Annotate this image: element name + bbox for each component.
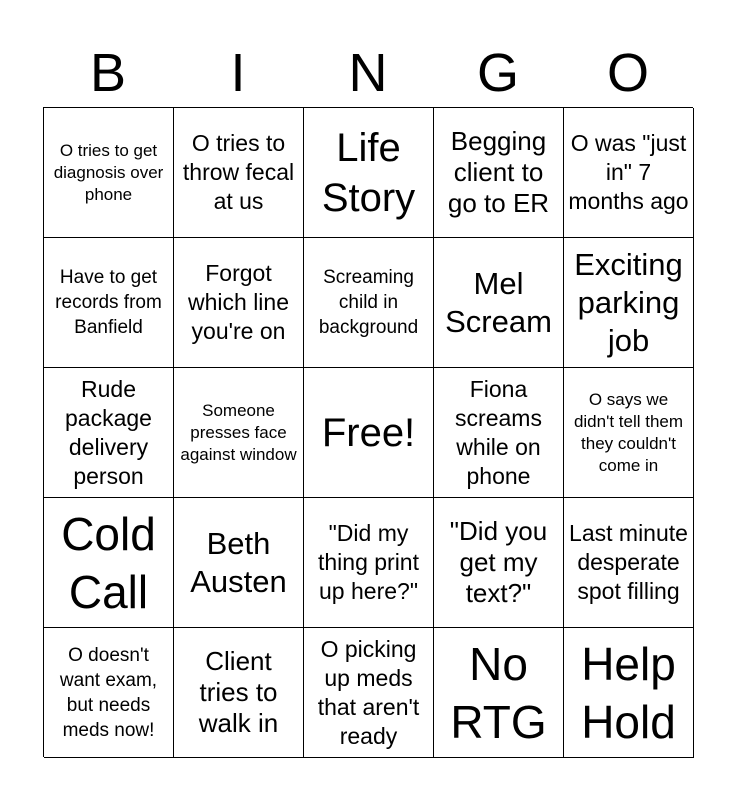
- header-letter-n: N: [348, 43, 388, 103]
- header-letter-i: I: [230, 43, 246, 103]
- bingo-cell-text: O picking up meds that aren't ready: [317, 635, 420, 749]
- header-letter-g: G: [476, 43, 519, 103]
- bingo-cell-text: Fiona screams while on phone: [455, 375, 542, 489]
- bingo-cell-text: Life Story: [321, 125, 416, 220]
- bingo-cell[interactable]: [564, 628, 694, 758]
- bingo-cell[interactable]: [304, 628, 434, 758]
- bingo-cell[interactable]: [434, 368, 564, 498]
- bingo-cell[interactable]: [174, 108, 304, 238]
- bingo-cell[interactable]: [174, 628, 304, 758]
- bingo-cell[interactable]: [304, 368, 434, 498]
- bingo-cell-text: O tries to get diagnosis over phone: [53, 140, 164, 204]
- header-letter-b: B: [89, 43, 127, 103]
- bingo-cell-text: Cold Call: [61, 507, 156, 618]
- bingo-cell[interactable]: [434, 238, 564, 368]
- bingo-cell-text: Someone presses face against window: [180, 400, 297, 464]
- bingo-cell-text: O says we didn't tell them they couldn't come in: [573, 389, 684, 475]
- bingo-cell-text: O tries to throw fecal at us: [182, 130, 295, 214]
- bingo-header: [43, 42, 693, 104]
- bingo-cell-text: "Did you get my text?": [449, 516, 548, 608]
- bingo-cell[interactable]: [44, 238, 174, 368]
- bingo-cell[interactable]: [304, 108, 434, 238]
- bingo-cell-text: Beth Austen: [190, 525, 287, 599]
- bingo-cell[interactable]: [564, 238, 694, 368]
- bingo-cell[interactable]: [564, 498, 694, 628]
- bingo-cell[interactable]: [564, 108, 694, 238]
- bingo-cell-text: Rude package delivery person: [65, 375, 152, 489]
- bingo-cell-text: O doesn't want exam, but needs meds now!: [59, 644, 158, 741]
- bingo-cell[interactable]: [44, 108, 174, 238]
- bingo-cell-text: O was "just in" 7 months ago: [568, 130, 689, 214]
- bingo-cell[interactable]: [304, 238, 434, 368]
- bingo-cell[interactable]: [44, 368, 174, 498]
- bingo-cell-text: Mel Scream: [445, 265, 552, 339]
- bingo-cell-text: Forgot which line you're on: [188, 260, 289, 344]
- bingo-cell-text: Help Hold: [581, 637, 676, 748]
- bingo-cell[interactable]: [174, 498, 304, 628]
- bingo-board: [43, 107, 693, 757]
- header-letter-o: O: [606, 43, 649, 103]
- bingo-cell[interactable]: [174, 238, 304, 368]
- bingo-cell-text: Client tries to walk in: [198, 646, 279, 738]
- bingo-cell-text: No RTG: [450, 637, 547, 748]
- bingo-cell-text: Screaming child in background: [318, 267, 419, 338]
- bingo-cell[interactable]: [434, 108, 564, 238]
- bingo-cell[interactable]: [44, 628, 174, 758]
- bingo-cell[interactable]: [174, 368, 304, 498]
- bingo-cell[interactable]: [434, 498, 564, 628]
- bingo-cell-text: Begging client to go to ER: [447, 126, 550, 218]
- bingo-cell-text: Exciting parking job: [574, 246, 683, 358]
- bingo-cell[interactable]: [564, 368, 694, 498]
- bingo-cell[interactable]: [44, 498, 174, 628]
- bingo-cell-text: Last minute desperate spot filling: [569, 520, 688, 604]
- bingo-cell[interactable]: [434, 628, 564, 758]
- bingo-cell-text: Have to get records from Banfield: [55, 267, 162, 338]
- bingo-cell-text: "Did my thing print up here?": [317, 520, 419, 604]
- bingo-cell-text: Free!: [321, 410, 416, 455]
- bingo-cell[interactable]: [304, 498, 434, 628]
